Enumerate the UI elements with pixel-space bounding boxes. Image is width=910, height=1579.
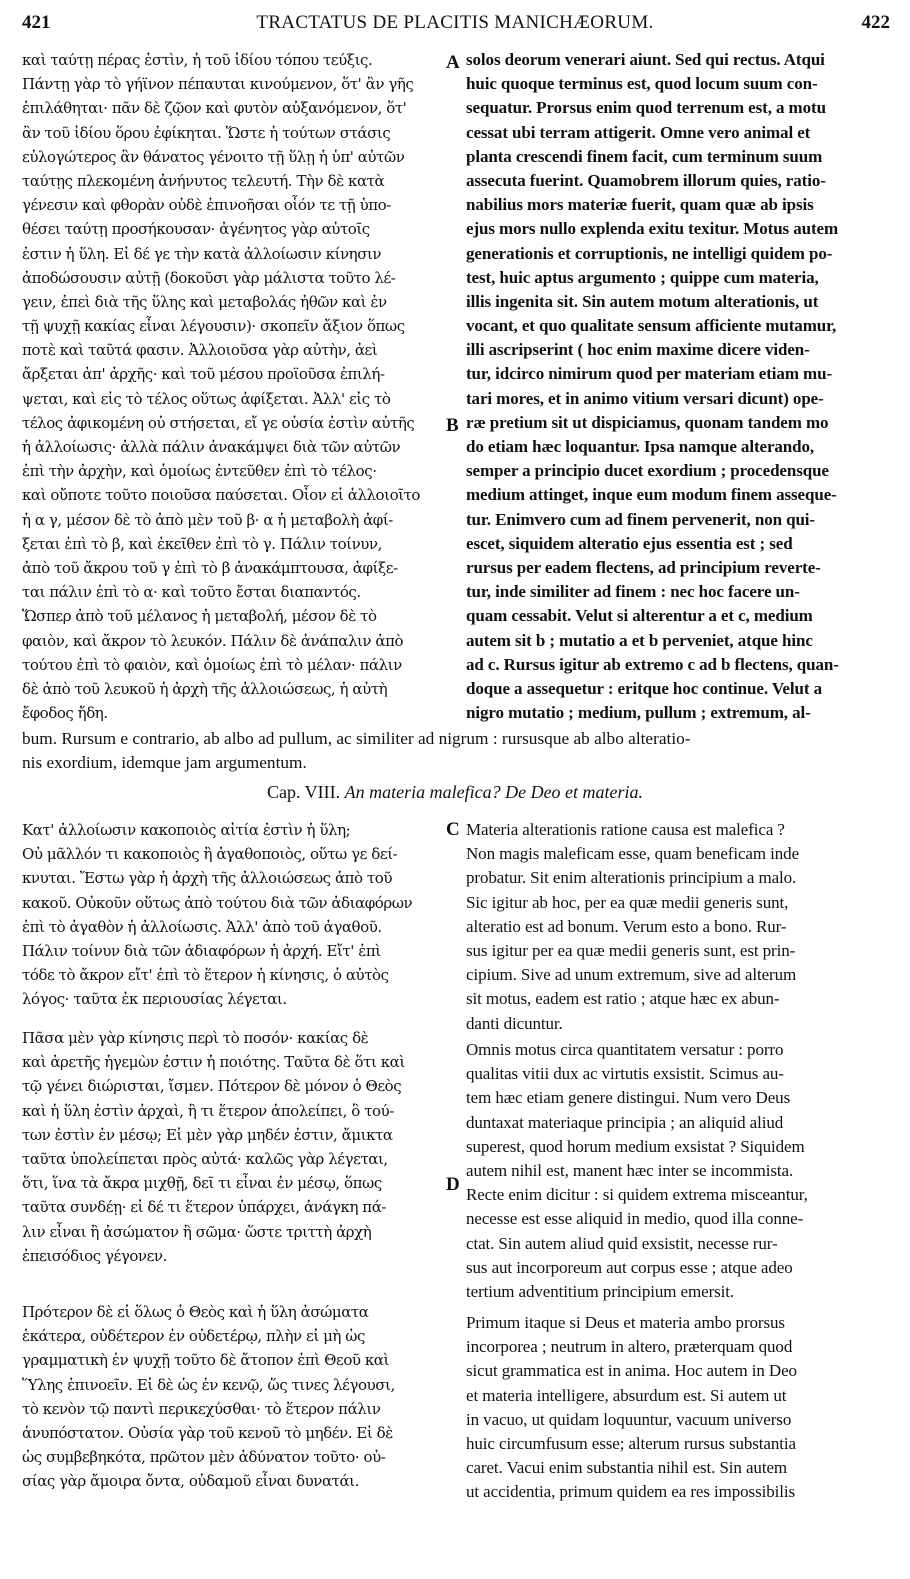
latin-text-line: Recte enim dicitur : si quidem extrema misceantur, xyxy=(466,1185,808,1205)
greek-text-line: Ὥσπερ ἀπὸ τοῦ μέλανος ἡ μεταβολή, μέσον δὲ τὸ xyxy=(22,607,377,626)
greek-text-line: σίας γὰρ ἄμοιρα ὄντα, οὐδαμοῦ εἶναι δυνατάι. xyxy=(22,1472,359,1491)
greek-text-line: δὲ ἀπὸ τοῦ λευκοῦ ἡ ἀρχὴ τῆς ἀλλοιώσεως, ἡ αὐτὴ xyxy=(22,679,388,698)
greek-text-line: φαιὸν, καὶ ἄκρον τὸ λευκόν. Πάλιν δὲ ἀνάπαλιν ἀπὸ xyxy=(22,631,404,650)
latin-paragraph-1 xyxy=(466,818,890,1036)
latin-text-line: huic quoque terminus est, quod locum suum con- xyxy=(466,74,818,94)
right-page-number: 422 xyxy=(861,12,890,33)
greek-text-line: τούτου ἐπὶ τὸ φαιὸν, καὶ ὁμοίως ἐπὶ τὸ μέλαν· πάλιν xyxy=(22,655,402,674)
latin-text-line: ad c. Rursus igitur ab extremo c ad b flectens, quan- xyxy=(466,654,839,674)
greek-text-line: ξεται ἐπὶ τὸ β, καὶ ἐκεῖθεν ἐπὶ τὸ γ. Πάλιν τοίνυν, xyxy=(22,534,382,553)
greek-text-line: εὐλογώτερος ἂν θάνατος γένοιτο τῇ ὕλῃ ἡ ὑπ' αὐτῶν xyxy=(22,147,405,166)
latin-text-line: alteratio est ad bonum. Verum esto a bono. Rur- xyxy=(466,916,787,936)
latin-text-line: danti dicuntur. xyxy=(466,1013,563,1033)
chapter-number: Cap. VIII. xyxy=(266,782,341,802)
full-width-lines xyxy=(22,727,888,775)
chapter-title: An materia malefica? De Deo et materia. xyxy=(344,782,644,802)
greek-text-line: ἄρξεται ἀπ' ἀρχῆς· καὶ τοῦ μέσου προϊοῦσα ἐπιλή- xyxy=(22,365,385,384)
latin-text-line: test, huic aptus argumento ; quippe cum materia, xyxy=(466,267,819,287)
latin-text-line: qualitas vitii dux ac virtutis exsistit. Scimus au- xyxy=(466,1064,784,1084)
greek-text-line: ἡ ἀλλοίωσις· ἀλλὰ πάλιν ἀνακάμψει διὰ τῶν αὐτῶν xyxy=(22,438,401,456)
left-page-number: 421 xyxy=(22,12,51,33)
latin-text-line: cessat ubi terram attigerit. Omne vero animal et xyxy=(466,122,811,142)
latin-text-line: do etiam hæc loquantur. Ipsa namque alterando, xyxy=(466,437,815,456)
greek-text-line: τὸ κενὸν τῷ παντὶ περικεχύσθαι· τὸ ἕτερον πάλιν xyxy=(22,1399,381,1418)
greek-text-line: ται πάλιν ἐπὶ τὸ α· καὶ τοῦτο ἔσται διαπαντός. xyxy=(22,583,361,602)
chapter-heading xyxy=(0,782,910,803)
greek-text-line: ταύτῃς πλεκομένη ἀνήνυτος τελευτή. Τὴν δὲ κατὰ xyxy=(22,171,385,190)
latin-text-line: tur. Enimvero cum ad finem pervenerit, non qui- xyxy=(466,509,815,529)
latin-text-line: ctat. Sin autem aliud quid exsistit, necesse rur- xyxy=(466,1233,778,1253)
latin-text-line: in vacuo, ut quidam loquuntur, vacuum universo xyxy=(466,1409,792,1429)
latin-text-line: nabilius mors materiæ fuerit, quam quæ ab ipsis xyxy=(466,195,814,215)
greek-text-line: ψεται, καὶ εἰς τὸ τέλος οὕτως ἀφίξεται. Ἀλλ' εἰς τὸ xyxy=(22,389,391,408)
greek-text-line: κακοῦ. Οὐκοῦν οὕτως ἀπὸ τούτου διὰ τῶν ἀδιαφόρων xyxy=(22,893,413,912)
greek-text-line: ἀπὸ τοῦ ἄκρου τοῦ γ ἐπὶ τὸ β ἀνακάμπτουσα, ἀφίξε- xyxy=(22,558,398,577)
greek-text-line: λιν εἶναι ἢ ἀσώματον ἢ σῶμα· ὥστε τριττὴ ἀρχὴ xyxy=(22,1222,372,1241)
greek-text-line: γειν, ἐπεὶ διὰ τῆς ὕλης καὶ μεταβολάς ἠθῶν καὶ ἐν xyxy=(22,292,387,311)
greek-text-line: Πάντῃ γὰρ τὸ γήϊνον πέπαυται κινούμενον, ὅτ' ἂν γῆς xyxy=(22,75,414,94)
latin-text-line: semper a principio ducet exordium ; procedensque xyxy=(466,461,829,481)
greek-text-line: τέλος ἀφικομένη οὐ στήσεται, εἴ γε οὐσία ἐστὶν αὐτῆς xyxy=(22,413,415,432)
latin-text-line: quam cessabit. Velut si alterentur a et c, medium xyxy=(466,606,813,626)
greek-text-line: ταῦτα συνδέῃ· εἰ δέ τι ἕτερον ὑπάρχει, ἀνάγκη πά- xyxy=(22,1198,387,1217)
greek-text-line: Πᾶσα μὲν γὰρ κίνησις περὶ τὸ ποσόν· κακίας δὲ xyxy=(22,1029,369,1047)
latin-paragraph-2 xyxy=(466,1038,890,1304)
greek-text-line: καὶ οὔποτε τοῦτο ποιοῦσα παύσεται. Οἷον εἰ ἀλλοιοῖτο xyxy=(22,486,421,505)
greek-text-line: καὶ ἀρετῆς ἡγεμὼν ἐστιν ἡ ποιότης. Ταῦτα δὲ ὅτι καὶ xyxy=(22,1053,405,1072)
latin-text-line: planta crescendi finem facit, cum terminum suum xyxy=(466,146,823,166)
latin-text-line: huic circumfusum esse; alterum rursus substantia xyxy=(466,1433,796,1453)
margin-marker-b: B xyxy=(446,415,459,436)
greek-text-line: ἔφοδος ἤδη. xyxy=(22,704,108,723)
margin-marker-c: C xyxy=(446,819,460,840)
page-header xyxy=(0,0,910,40)
greek-text-line: ἐπεισόδιος γέγονεν. xyxy=(22,1246,167,1265)
greek-text-line: Πάλιν τοίνυν διὰ τῶν ἀδιαφόρων ἡ ἀρχή. Εἴτ' ἐπὶ xyxy=(22,941,381,960)
running-title: TRACTATUS DE PLACITIS MANICHÆORUM. xyxy=(256,12,654,33)
latin-text-line: necesse est esse aliquid in medio, quod illa conne- xyxy=(466,1209,804,1229)
greek-text-line: τῷ γένει διώρισται, ἴσμεν. Πότερον δὲ μόνον ὁ Θεὸς xyxy=(22,1077,402,1096)
latin-text-line: Sic igitur ab hoc, per ea quæ medii generis sunt, xyxy=(466,892,789,912)
latin-text-line: Omnis motus circa quantitatem versatur : porro xyxy=(466,1040,784,1059)
greek-text-line: ἐπὶ τὴν ἀρχὴν, καὶ ὁμοίως ἐντεῦθεν ἐπὶ τὸ τέλος· xyxy=(22,462,377,481)
latin-text-line: Primum itaque si Deus et materia ambo prorsus xyxy=(466,1313,785,1332)
greek-text-line: Κατ' ἀλλοίωσιν κακοποιὸς αἰτία ἐστὶν ἡ ὕλη; xyxy=(22,821,351,839)
latin-text-line: ejus mors nullo explenda exitu texitur. Motus autem xyxy=(466,219,839,239)
greek-text-line: τῇ ψυχῇ κακίας εἶναι λέγουσιν)· σκοπεῖν ἄξιον ὅπως xyxy=(22,317,405,336)
greek-text-line: ἀνυπόστατον. Οὐσία γὰρ τοῦ κενοῦ τὸ μηδέν. Εἰ δὲ xyxy=(22,1423,393,1442)
greek-column-section1 xyxy=(22,48,444,725)
latin-text-line: tur, idcirco nimirum quod per materiam etiam mu- xyxy=(466,364,833,384)
latin-text-line: superest, quod horum medium exsistat ? Siquidem xyxy=(466,1136,805,1156)
latin-text-line: vocant, et quo qualitate sensum afficiente mutamur, xyxy=(466,316,837,336)
latin-paragraph-3 xyxy=(466,1311,890,1505)
greek-text-line: ταῦτα ὑπολείπεται πρὸς αὐτά· καλῶς γὰρ λέγεται, xyxy=(22,1149,388,1168)
latin-text-line: nis exordium, idemque jam argumentum. xyxy=(22,753,307,773)
latin-text-line: tem hæc etiam genere distingui. Num vero Deus xyxy=(466,1088,791,1108)
latin-text-line: generationis et corruptionis, ne intelligi quidem po- xyxy=(466,243,833,263)
latin-text-line: cipium. Sive ad unum extremum, sive ad alterum xyxy=(466,965,797,985)
latin-text-line: sus igitur per ea quæ medii generis sunt, est prin- xyxy=(466,940,796,960)
latin-text-line: probatur. Sit enim alterationis principium a malo. xyxy=(466,868,797,888)
greek-text-line: ἐπὶ τὸ ἀγαθὸν ἡ ἀλλοίωσις. Ἀλλ' ἀπὸ τοῦ ἀγαθοῦ. xyxy=(22,917,382,936)
latin-text-line: escet, siquidem alteratio ejus essentia est ; sed xyxy=(466,533,793,553)
latin-text-line: ræ pretium sit ut dispiciamus, quonam tandem mo xyxy=(466,412,829,432)
greek-text-line: ἂν τοῦ ἰδίου ὅρου ἐφίκηται. Ὥστε ἡ τούτων στάσις xyxy=(22,123,391,142)
latin-text-line: bum. Rursum e contrario, ab albo ad pullum, ac similiter ad nigrum : rursusque ab albo alteratio- xyxy=(22,729,691,748)
latin-text-line: autem sit b ; mutatio a et b perveniet, atque hinc xyxy=(466,630,813,650)
greek-text-line: ὅτι, ἵνα τὰ ἄκρα μιχθῇ, δεῖ τι εἶναι ἐν μέσῳ, ὅπως xyxy=(22,1174,382,1193)
latin-text-line: sicut grammatica est in anima. Hoc autem in Deo xyxy=(466,1361,797,1381)
greek-text-line: γένεσιν καὶ φθορὰν οὐδὲ ἐπινοῆσαι οἷόν τε τῇ ὑπο- xyxy=(22,196,391,215)
greek-text-line: γραμματικὴ ἐν ψυχῇ τοῦτο δὲ ἄτοπον ἐπὶ Θεοῦ καὶ xyxy=(22,1351,389,1370)
latin-text-line: tertium adventitium principium emersit. xyxy=(466,1281,735,1301)
greek-text-line: λόγος· ταῦτα ἐκ περιουσίας λέγεται. xyxy=(22,990,287,1009)
greek-text-line: τόδε τὸ ἄκρον εἴτ' ἐπὶ τὸ ἕτερον ἡ κίνησις, ὁ αὐτὸς xyxy=(22,966,389,985)
margin-marker-d: D xyxy=(446,1174,460,1195)
latin-text-line: solos deorum venerari aiunt. Sed qui rectus. Atqui xyxy=(466,50,825,69)
latin-text-line: Materia alterationis ratione causa est malefica ? xyxy=(466,820,785,839)
greek-text-line: Οὐ μᾶλλόν τι κακοποιὸς ἢ ἀγαθοποιὸς, οὕτω γε δεί- xyxy=(22,845,398,864)
latin-text-line: Non magis maleficam esse, quam beneficam inde xyxy=(466,844,800,864)
latin-text-line: medium attinget, inque eum modum finem asseque- xyxy=(466,485,837,505)
latin-text-line: tari mores, et in animo vitium versari dicunt) ope- xyxy=(466,388,824,408)
greek-text-line: ὡς συμβεβηκότα, πρῶτον μὲν ἀδύνατον τοῦτο· οὐ- xyxy=(22,1448,386,1467)
margin-marker-a: A xyxy=(446,52,460,73)
greek-text-line: ποτὲ καὶ ταῦτά φασιν. Ἀλλοιοῦσα γὰρ αὐτὴν, ἀεὶ xyxy=(22,341,378,360)
latin-text-line: ut accidentia, primum quidem ea res impossibilis xyxy=(466,1482,795,1502)
latin-text-line: sit motus, eadem est ratio ; atque hæc ex abun- xyxy=(466,989,780,1009)
greek-text-line: των ἐστὶν ἐν μέσῳ; Εἰ μὲν γὰρ μηδέν ἐστιν, ἄμικτα xyxy=(22,1125,393,1144)
greek-paragraph-3 xyxy=(22,1300,444,1494)
greek-text-line: Ὕλης ἐπινοεῖν. Εἰ δὲ ὡς ἐν κενῷ, ὥς τινες λέγουσι, xyxy=(22,1375,395,1394)
latin-text-line: caret. Vacui enim substantia nihil est. Sin autem xyxy=(466,1458,788,1478)
latin-text-line: nigro mutatio ; medium, pullum ; extremum, al- xyxy=(466,703,811,723)
greek-text-line: Πρότερον δὲ εἰ ὅλως ὁ Θεὸς καὶ ἡ ὕλη ἀσώματα xyxy=(22,1303,369,1321)
latin-text-line: et materia intelligere, absurdum est. Si autem ut xyxy=(466,1385,787,1405)
latin-text-line: illi ascripserint ( hoc enim maxime dicere viden- xyxy=(466,340,810,360)
greek-text-line: κνυται. Ἔστω γὰρ ἡ ἀρχὴ τῆς ἀλλοιώσεως ἀπὸ τοῦ xyxy=(22,869,393,888)
greek-text-line: ἀποδώσουσιν αὐτῇ (δοκοῦσι γὰρ μάλιστα τοῦτο λέ- xyxy=(22,268,396,287)
latin-text-line: sus aut incorporeum aut corpus esse ; atque adeo xyxy=(466,1257,793,1277)
latin-text-line: assecuta fuerint. Quamobrem illorum quies, ratio- xyxy=(466,170,826,190)
greek-text-line: θέσει ταύτῃ προσήκουσαν· ἀγένητος γὰρ αὐτοῖς xyxy=(22,220,370,239)
latin-text-line: autem nihil est, manent hæc inter se incommista. xyxy=(466,1160,794,1180)
latin-text-line: doque a assequetur : eritque hoc continue. Velut a xyxy=(466,678,822,698)
greek-text-line: ἑκάτερα, οὐδέτερον ἐν οὐδετέρῳ, πλὴν εἰ μὴ ὡς xyxy=(22,1327,365,1346)
latin-text-line: sequatur. Prorsus enim quod terrenum est, a motu xyxy=(466,98,826,118)
latin-text-line: duntaxat materiaque principia ; an aliquid aliud xyxy=(466,1112,784,1132)
latin-text-line: rursus per eadem flectens, ad principium reverte- xyxy=(466,557,821,577)
greek-paragraph-2 xyxy=(22,1026,444,1268)
latin-text-line: incorporea ; neutrum in altero, præterquam quod xyxy=(466,1337,793,1357)
greek-text-line: καὶ ἡ ὕλη ἐστὶν ἀρχαὶ, ἢ τι ἕτερον ἀπολείπει, ὃ τού- xyxy=(22,1101,394,1120)
latin-text-line: tur, inde similiter ad finem : nec hoc facere un- xyxy=(466,582,800,602)
greek-paragraph-1 xyxy=(22,818,444,1012)
greek-text-line: ἐστιν ἡ ὕλη. Εἰ δέ γε τὴν κατὰ ἀλλοίωσιν κίνησιν xyxy=(22,244,382,263)
greek-text-line: ἡ α γ, μέσον δὲ τὸ ἀπὸ μὲν τοῦ β· α ἡ μεταβολὴ ἀφί- xyxy=(22,510,393,529)
latin-text-line: illis ingenita sit. Sin autem motum alterationis, ut xyxy=(466,291,819,311)
greek-text-line: ἐπιλάθηται· πᾶν δὲ ζῷον καὶ φυτὸν αὐξανόμενον, ὅτ' xyxy=(22,99,407,118)
latin-column-section1 xyxy=(466,48,890,725)
greek-text-line: καὶ ταύτῃ πέρας ἐστὶν, ἡ τοῦ ἰδίου τόπου τεύξις. xyxy=(22,51,373,69)
